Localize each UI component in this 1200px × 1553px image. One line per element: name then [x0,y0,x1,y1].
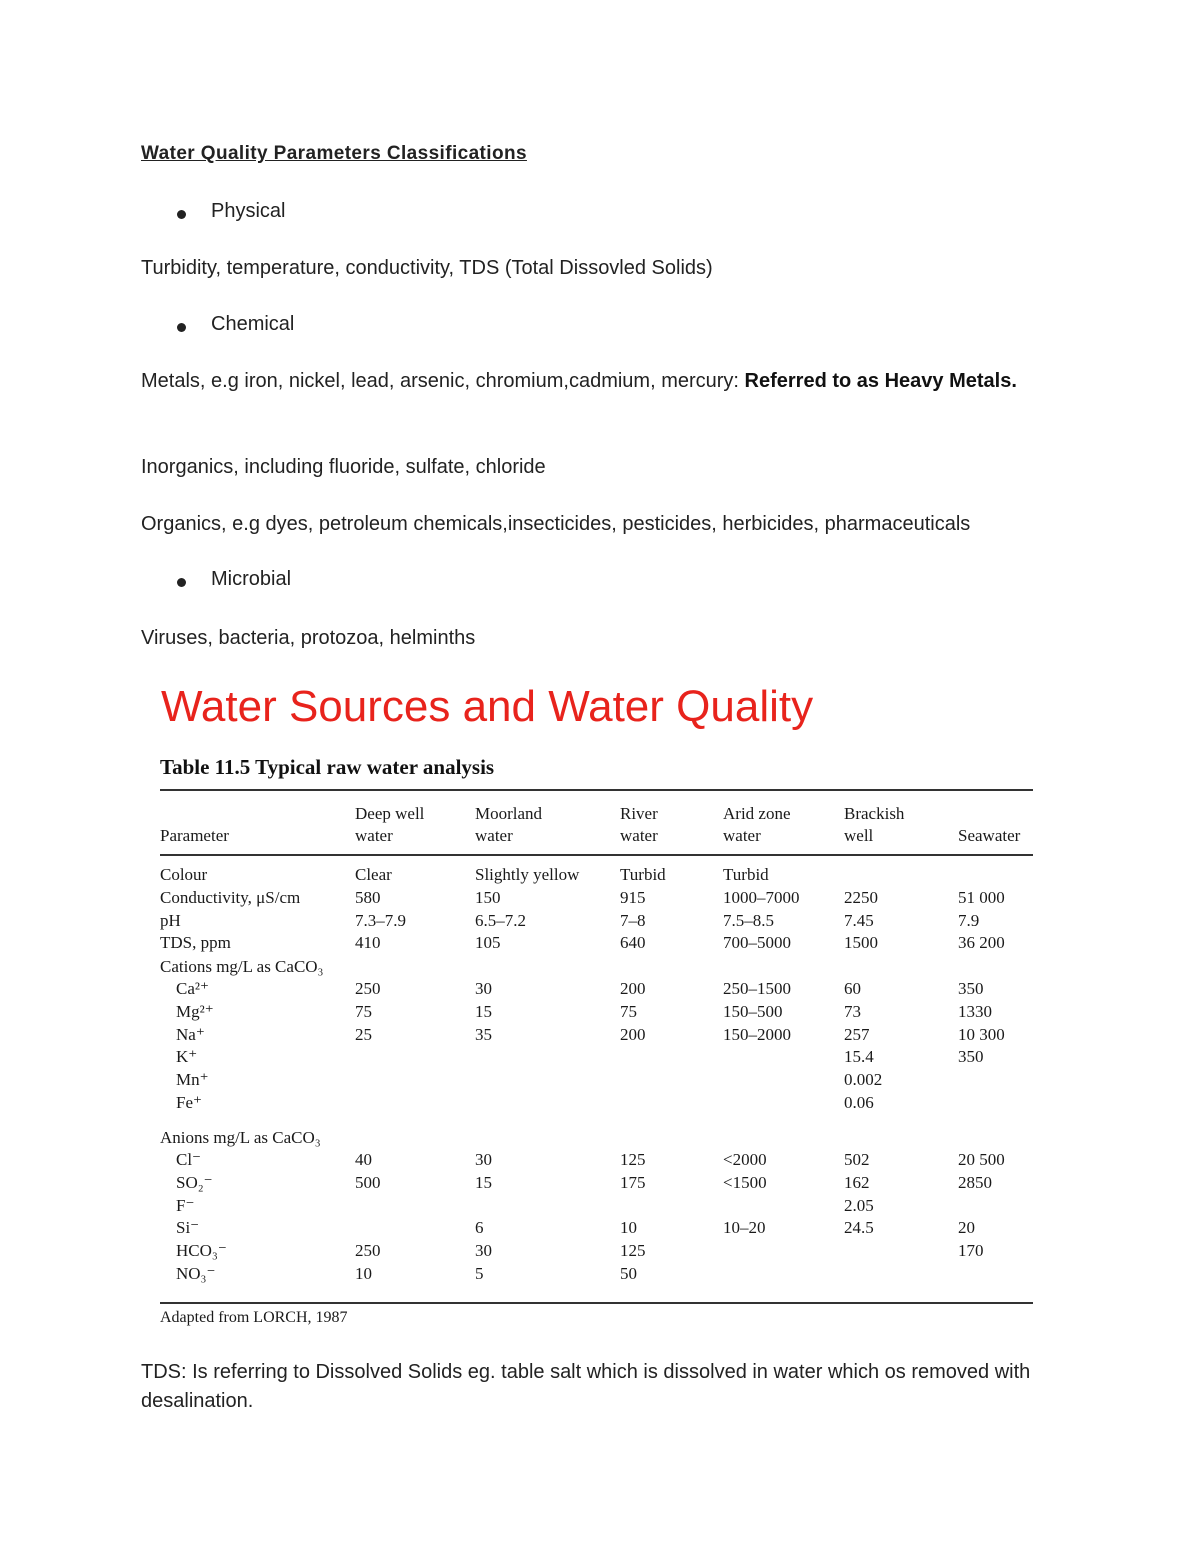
table-cell: 50 [620,1264,637,1283]
table-cell: 15 [475,1002,492,1021]
table-row-label: Na⁺ [176,1025,205,1044]
table-cell: Clear [355,865,392,884]
water-quality-figure [156,682,1036,1332]
metals-paragraph [141,367,1071,396]
table-row-label: NO₃⁻ [176,1264,216,1283]
bullet-dot-icon [177,578,186,587]
table-cell: 2850 [958,1173,992,1192]
table-caption: Table 11.5 Typical raw water analysis [160,755,495,779]
table-cell: 10 [355,1264,372,1283]
table-cell: 350 [958,1047,984,1066]
metals-bold-text: Referred to as Heavy Metals. [744,370,1017,392]
bullet-dot-icon [177,210,186,219]
table-top-rule [160,789,1033,791]
table-source: Adapted from LORCH, 1987 [160,1309,348,1326]
table-cell: 250 [355,1241,381,1260]
column-header: River [620,804,658,823]
table-cell: 170 [958,1241,984,1260]
table-row-label: Ca²⁺ [176,979,209,998]
table-row-label: SO₂⁻ [176,1173,213,1192]
table-row-label: Si⁻ [176,1218,200,1237]
table-cell: 0.06 [844,1093,874,1112]
table-cell: 250 [355,979,381,998]
table-cell: 30 [475,1150,492,1169]
column-header: Deep well [355,804,425,823]
table-cell: 410 [355,933,381,952]
bullet-label: Chemical [211,313,295,335]
group-title: Cations mg/L as CaCO₃ [160,957,324,976]
table-cell: 75 [355,1002,372,1021]
column-header: Arid zone [723,804,791,823]
table-cell: 40 [355,1150,372,1169]
table-cell: 580 [355,888,381,907]
table-cell: 73 [844,1002,861,1021]
table-cell: 25 [355,1025,372,1044]
metals-text: Metals, e.g iron, nickel, lead, arsenic, chromium,cadmium, mercury: [141,370,745,392]
table-cell: 7.9 [958,911,980,930]
bullet-label: Physical [211,200,286,222]
table-cell: Slightly yellow [475,865,580,884]
table-cell: 150–2000 [723,1025,791,1044]
table-cell: Turbid [620,865,666,884]
group-title: Anions mg/L as CaCO₃ [160,1128,321,1147]
table-cell: 7.3–7.9 [355,911,406,930]
table-cell: 10–20 [723,1218,766,1237]
table-row-label: TDS, ppm [160,933,231,952]
column-header: Seawater [958,826,1021,845]
table-cell: 700–5000 [723,933,791,952]
column-header: water [723,826,761,845]
table-cell: 915 [620,888,646,907]
table-row-label: Mg²⁺ [176,1002,214,1021]
table-cell: 7.45 [844,911,874,930]
table-bottom-rule [160,1302,1033,1304]
table-row-label: Mn⁺ [176,1070,209,1089]
table-cell: 75 [620,1002,637,1021]
table-cell: 200 [620,979,646,998]
table-cell: 15 [475,1173,492,1192]
table-cell: 36 200 [958,933,1005,952]
table-cell: 6 [475,1218,484,1237]
inorganics-paragraph: Inorganics, including fluoride, sulfate, chloride [141,456,546,478]
table-cell: 20 500 [958,1150,1005,1169]
table-cell: 125 [620,1150,646,1169]
column-header: Brackish [844,804,905,823]
column-header: water [355,826,393,845]
table-cell: 60 [844,979,861,998]
document-title: Water Quality Parameters Classifications [141,143,527,164]
tds-note: TDS: Is referring to Dissolved Solids eg. table salt which is dissolved in water which os removed with desalination. [141,1361,1031,1412]
column-header: Moorland [475,804,543,823]
table-row-label: Fe⁺ [176,1093,202,1112]
table-header-rule [160,854,1033,856]
table-cell: 105 [475,933,501,952]
table-row-label: Colour [160,865,208,884]
column-header: well [844,826,874,845]
table-cell: 20 [958,1218,975,1237]
table-cell: 30 [475,979,492,998]
table-cell: 350 [958,979,984,998]
table-cell: 250–1500 [723,979,791,998]
figure-title: Water Sources and Water Quality [161,682,814,731]
table-cell: 15.4 [844,1047,874,1066]
table-row-label: Cl⁻ [176,1150,202,1169]
column-header: water [475,826,513,845]
table-cell: 125 [620,1241,646,1260]
table-row-label: pH [160,911,181,930]
table-cell: 24.5 [844,1218,874,1237]
table-cell: 500 [355,1173,381,1192]
table-cell: 2.05 [844,1196,874,1215]
microbial-description: Viruses, bacteria, protozoa, helminths [141,627,476,649]
table-cell: 0.002 [844,1070,883,1089]
table-cell: 1500 [844,933,878,952]
table-cell: 10 [620,1218,637,1237]
table-cell: <1500 [723,1173,767,1192]
column-header: Parameter [160,826,229,845]
table-cell: 640 [620,933,646,952]
table-cell: 150 [475,888,501,907]
table-row-label: K⁺ [176,1047,198,1066]
table-row-label: HCO₃⁻ [176,1241,227,1260]
table-cell: 175 [620,1173,646,1192]
table-cell: 200 [620,1025,646,1044]
table-cell: 6.5–7.2 [475,911,526,930]
table-row-label: Conductivity, μS/cm [160,888,301,907]
table-cell: 30 [475,1241,492,1260]
table-cell: 5 [475,1264,484,1283]
table-cell: 2250 [844,888,878,907]
column-header: water [620,826,658,845]
table-cell: 35 [475,1025,492,1044]
table-cell: 51 000 [958,888,1005,907]
bullet-label: Microbial [211,568,292,590]
table-cell: 7–8 [620,911,646,930]
table-cell: 257 [844,1025,870,1044]
table-cell: 7.5–8.5 [723,911,774,930]
table-cell: 150–500 [723,1002,783,1021]
organics-paragraph: Organics, e.g dyes, petroleum chemicals,insecticides, pesticides, herbicides, pharmaceuticals [141,513,971,535]
bullet-dot-icon [177,323,186,332]
table-cell: 10 300 [958,1025,1005,1044]
table-row-label: F⁻ [176,1196,195,1215]
physical-description: Turbidity, temperature, conductivity, TDS (Total Dissovled Solids) [141,257,713,279]
table-cell: 1330 [958,1002,992,1021]
table-cell: 162 [844,1173,870,1192]
table-cell: Turbid [723,865,769,884]
table-cell: 1000–7000 [723,888,800,907]
table-cell: 502 [844,1150,870,1169]
table-cell: <2000 [723,1150,767,1169]
